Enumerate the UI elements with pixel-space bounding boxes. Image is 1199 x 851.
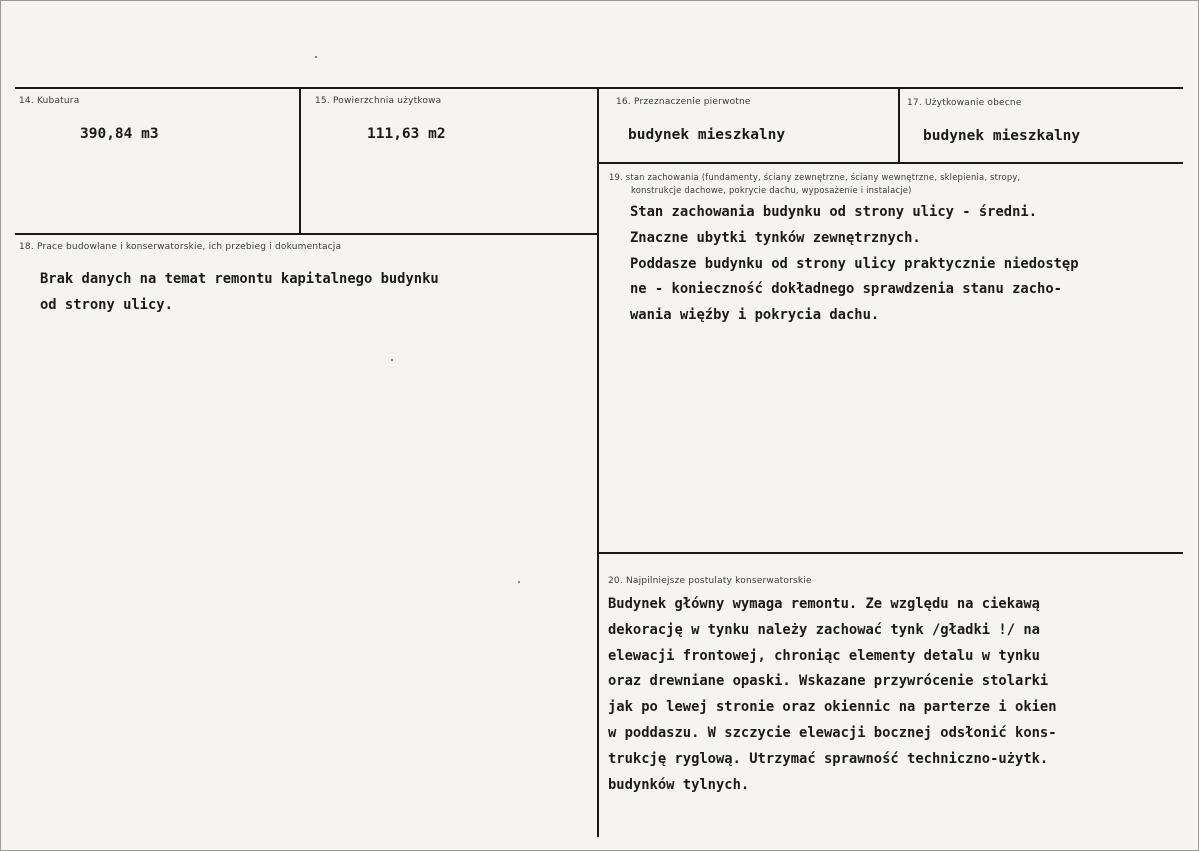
text-line: budynków tylnych. [608, 776, 750, 793]
kubatura-value: 390,84 m3 [80, 126, 159, 142]
text-line: Budynek główny wymaga remontu. Ze względu na ciekawą [608, 596, 1040, 612]
paper-speck [518, 581, 520, 583]
text-line: Stan zachowania budynku od strony ulicy - średni. [630, 204, 1038, 220]
stan-text [630, 200, 1079, 329]
text-line: wania więźby i pokrycia dachu. [630, 307, 880, 324]
divider-col3 [898, 89, 900, 163]
divider-col-mid [597, 89, 599, 837]
przeznaczenie-value: budynek mieszkalny [628, 127, 786, 143]
paper-speck [315, 56, 317, 58]
rule-above-postulaty [599, 552, 1183, 554]
prace-text [40, 267, 439, 319]
przeznaczenie-label: 16. Przeznaczenie pierwotne [616, 97, 751, 107]
text-line: trukcję ryglową. Utrzymać sprawność techniczno-użytk. [608, 750, 1049, 767]
text-line: od strony ulicy. [40, 296, 173, 313]
text-line: elewacji frontowej, chroniąc elementy detalu w tynku [608, 647, 1040, 664]
text-line: jak po lewej stronie oraz okiennic na parterze i okien [608, 699, 1057, 716]
stan-label-line1: 19. stan zachowania (fundamenty, ściany zewnętrzne, ściany wewnętrzne, sklepienia, stropy, [609, 172, 1021, 182]
text-line: oraz drewniane opaski. Wskazane przywrócenie stolarki [608, 673, 1049, 690]
postulaty-text [608, 592, 1057, 798]
powierzchnia-label: 15. Powierzchnia użytkowa [315, 96, 442, 106]
prace-label: 18. Prace budowlane i konserwatorskie, ich przebieg i dokumentacja [19, 242, 342, 252]
text-line: Brak danych na temat remontu kapitalnego budynku [40, 271, 439, 287]
text-line: Poddasze budynku od strony ulicy praktycznie niedostęp [630, 255, 1079, 272]
text-line: ne - konieczność dokładnego sprawdzenia stanu zacho- [630, 281, 1062, 298]
text-line: Znaczne ubytki tynków zewnętrznych. [630, 229, 921, 246]
text-line: dekorację w tynku należy zachować tynk /gładki !/ na [608, 621, 1040, 638]
rule-under-kubatura [15, 233, 599, 235]
uzytkowanie-value: budynek mieszkalny [923, 128, 1081, 144]
rule-under-przeznaczenie [599, 162, 1183, 164]
top-rule [15, 87, 1183, 89]
paper-speck [391, 359, 393, 361]
uzytkowanie-label: 17. Użytkowanie obecne [907, 98, 1022, 108]
divider-col1 [299, 89, 301, 234]
text-line: w poddaszu. W szczycie elewacji bocznej odsłonić kons- [608, 724, 1057, 741]
kubatura-label: 14. Kubatura [19, 96, 80, 106]
postulaty-label: 20. Najpilniejsze postulaty konserwatorskie [608, 576, 812, 586]
stan-label-line2: konstrukcje dachowe, pokrycie dachu, wyposażenie i instalacje) [631, 185, 912, 195]
powierzchnia-value: 111,63 m2 [367, 126, 446, 142]
